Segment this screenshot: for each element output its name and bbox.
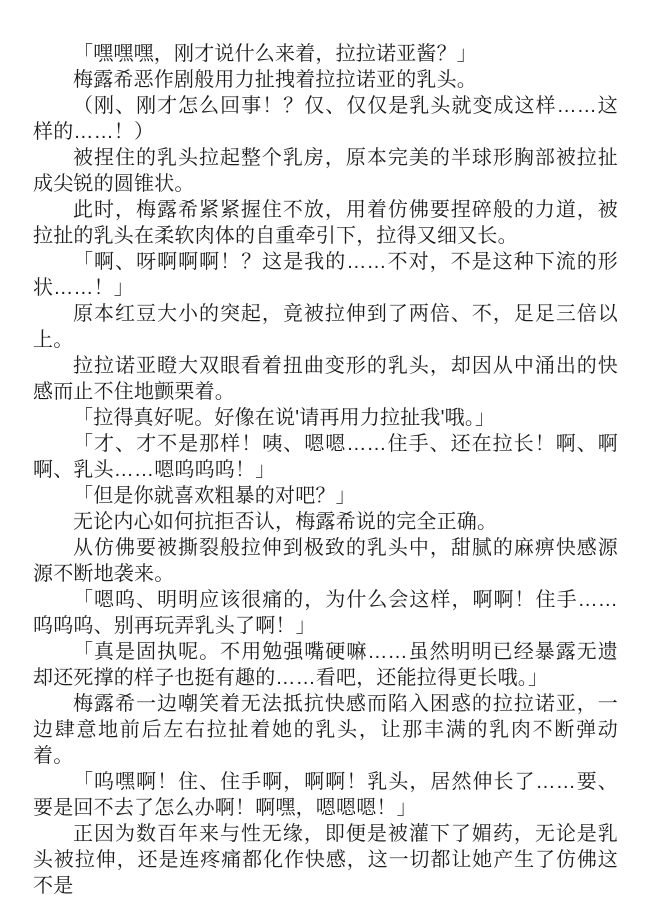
- paragraph: 被捏住的乳头拉起整个乳房，原本完美的半球形胸部被拉扯成尖锐的圆锥状。: [33, 147, 618, 195]
- paragraph: 「但是你就喜欢粗暴的对吧？」: [73, 485, 356, 507]
- paragraph: 「啊、呀啊啊啊！？这是我的……不对，不是这种下流的形状……！」: [33, 251, 618, 299]
- paragraph: 「真是固执呢。不用勉强嘴硬嘛……虽然明明已经暴露无遗却还死撑的样子也挺有趣的……看吧，还能拉得更长哦。」: [33, 641, 618, 689]
- paragraph: 梅露希一边嘲笑着无法抵抗快感而陷入困惑的拉拉诺亚，一边肆意地前后左右拉扯着她的乳头，让那丰满的乳肉不断弹动着。: [33, 693, 618, 767]
- novel-text-body: [33, 41, 618, 899]
- paragraph: 「拉得真好呢。好像在说'请再用力拉扯我'哦。」: [73, 407, 496, 429]
- paragraph: 「呜嘿啊！住、住手啊，啊啊！乳头，居然伸长了……要、要是回不去了怎么办啊！啊嘿，嗯嗯嗯！」: [33, 771, 618, 819]
- paragraph: 「嘿嘿嘿，刚才说什么来着，拉拉诺亚酱？」: [73, 43, 477, 65]
- paragraph: 此时，梅露希紧紧握住不放，用着仿佛要捏碎般的力道，被拉扯的乳头在柔软肉体的自重牵引下，拉得又细又长。: [33, 199, 618, 247]
- paragraph: 梅露希恶作剧般用力扯拽着拉拉诺亚的乳头。: [73, 69, 477, 91]
- paragraph: （刚、刚才怎么回事！？仅、仅仅是乳头就变成这样……这样的……！）: [33, 95, 618, 143]
- paragraph: 从仿佛要被撕裂般拉伸到极致的乳头中，甜腻的麻痹快感源源不断地袭来。: [33, 537, 618, 585]
- paragraph: 「嗯呜、明明应该很痛的，为什么会这样，啊啊！住手……呜呜呜、别再玩弄乳头了啊！」: [33, 589, 618, 637]
- paragraph: 「才、才不是那样！咦、嗯嗯……住手、还在拉长！啊、啊啊、乳头……嗯呜呜呜！」: [33, 433, 618, 481]
- paragraph: 正因为数百年来与性无缘，即便是被灌下了媚药，无论是乳头被拉伸，还是连疼痛都化作快感，这一切都让她产生了仿佛这不是: [33, 823, 618, 897]
- paragraph: 无论内心如何抗拒否认，梅露希说的完全正确。: [73, 511, 498, 533]
- paragraph: 原本红豆大小的突起，竟被拉伸到了两倍、不，足足三倍以上。: [33, 303, 618, 351]
- paragraph: 拉拉诺亚瞪大双眼看着扭曲变形的乳头，却因从中涌出的快感而止不住地颤栗着。: [33, 355, 618, 403]
